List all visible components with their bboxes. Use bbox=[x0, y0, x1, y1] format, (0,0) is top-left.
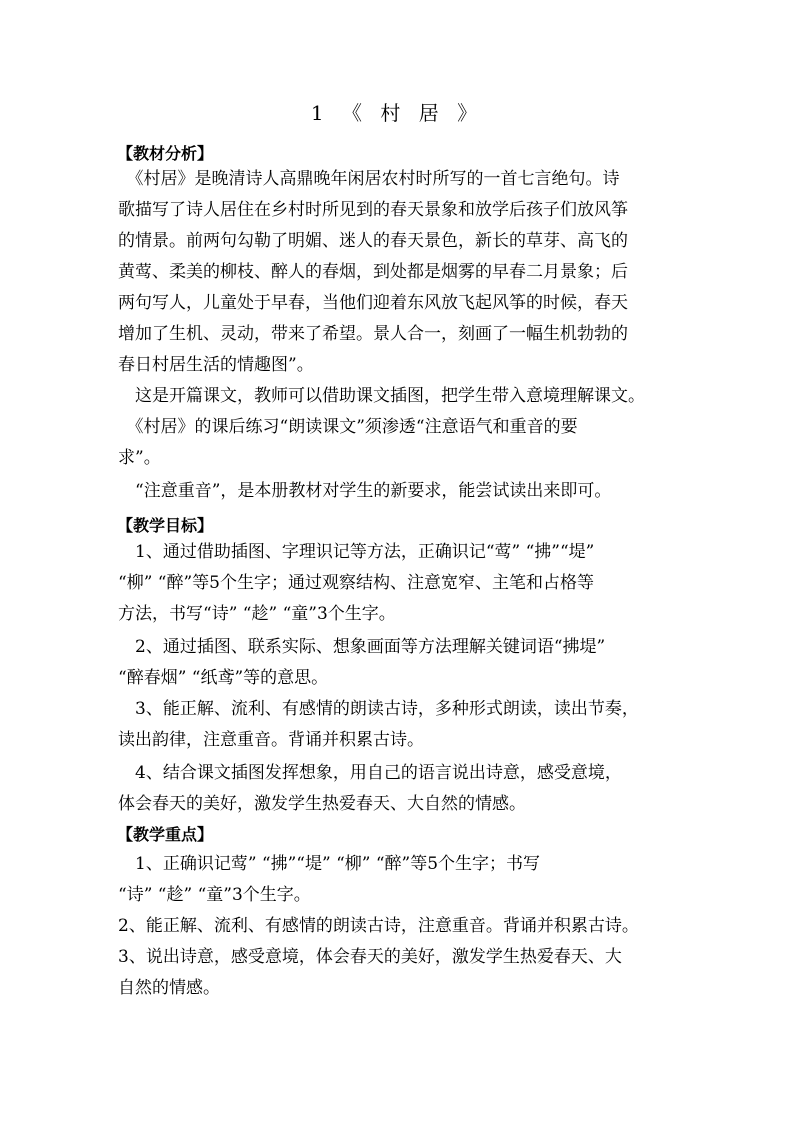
section-heading-key-points: 【教学重点】 bbox=[117, 825, 214, 844]
paragraph bbox=[118, 694, 690, 756]
text-line: 歌描写了诗人居住在乡村时所见到的春天景象和放学后孩子们放风筝 bbox=[118, 200, 628, 220]
text-line: 增加了生机、灵动，带来了希望。景人合一，刻画了一幅生机勃勃的 bbox=[118, 324, 628, 344]
text-line: 2、能正解、流利、有感情的朗读古诗，注意重音。背诵并积累古诗。 bbox=[118, 916, 639, 936]
text-line: 自然的情感。 bbox=[118, 978, 220, 998]
text-line: 求”。 bbox=[118, 448, 161, 468]
paragraph bbox=[118, 381, 690, 412]
paragraph bbox=[118, 758, 690, 820]
paragraph bbox=[118, 911, 690, 942]
text-line: 方法，书写“诗” “趁” “童”3个生字。 bbox=[118, 604, 396, 624]
paragraph bbox=[118, 537, 690, 630]
text-line: “柳” “醉”等5个生字；通过观察结构、注意宽窄、主笔和占格等 bbox=[118, 573, 594, 593]
paragraph bbox=[118, 476, 690, 507]
text-line: “醉春烟” “纸鸢”等的意思。 bbox=[118, 668, 329, 688]
text-line: 读出韵律，注意重音。背诵并积累古诗。 bbox=[118, 730, 424, 750]
paragraph bbox=[118, 942, 690, 1004]
text-line: “诗” “趁” “童”3个生字。 bbox=[118, 885, 311, 905]
text-line: “注意重音”，是本册教材对学生的新要求，能尝试读出来即可。 bbox=[118, 481, 612, 501]
text-line: 1、通过借助插图、字理识记等方法，正确识记“莺” “拂”“堤” bbox=[118, 542, 595, 562]
paragraph bbox=[118, 849, 690, 911]
section-heading-goals: 【教学目标】 bbox=[117, 516, 214, 535]
text-line: 黄莺、柔美的柳枝、醉人的春烟，到处都是烟雾的早春二月景象；后 bbox=[118, 262, 628, 282]
section-heading-analysis: 【教材分析】 bbox=[117, 144, 214, 163]
text-line: 这是开篇课文，教师可以借助课文插图，把学生带入意境理解课文。 bbox=[118, 386, 645, 406]
text-line: 体会春天的美好，激发学生热爱春天、大自然的情感。 bbox=[118, 794, 526, 814]
text-line: 4、结合课文插图发挥想象，用自己的语言说出诗意，感受意境， bbox=[118, 763, 622, 783]
text-line: 的情景。前两句勾勒了明媚、迷人的春天景色，新长的草芽、高飞的 bbox=[118, 231, 628, 251]
text-line: 两句写人，儿童处于早春，当他们迎着东风放飞起风筝的时候，春天 bbox=[118, 293, 628, 313]
text-line: 《村居》是晚清诗人高鼎晚年闲居农村时所写的一首七言绝句。诗 bbox=[118, 169, 620, 189]
paragraph bbox=[118, 164, 690, 381]
text-line: 2、通过插图、联系实际、想象画面等方法理解关键词语“拂堤” bbox=[118, 637, 606, 657]
text-line: 3、能正解、流利、有感情的朗读古诗，多种形式朗读，读出节奏， bbox=[118, 699, 639, 719]
text-line: 《村居》的课后练习“朗读课文”须渗透“注意语气和重音的要 bbox=[118, 417, 578, 437]
paragraph bbox=[118, 632, 690, 694]
text-line: 1、正确识记莺” “拂”“堤” “柳” “醉”等5个生字；书写 bbox=[118, 854, 541, 874]
page-title: 1 《 村 居 》 bbox=[310, 101, 484, 125]
text-line: 春日村居生活的情趣图”。 bbox=[118, 355, 314, 375]
paragraph bbox=[118, 412, 690, 474]
text-line: 3、说出诗意，感受意境，体会春天的美好，激发学生热爱春天、大 bbox=[118, 947, 622, 967]
